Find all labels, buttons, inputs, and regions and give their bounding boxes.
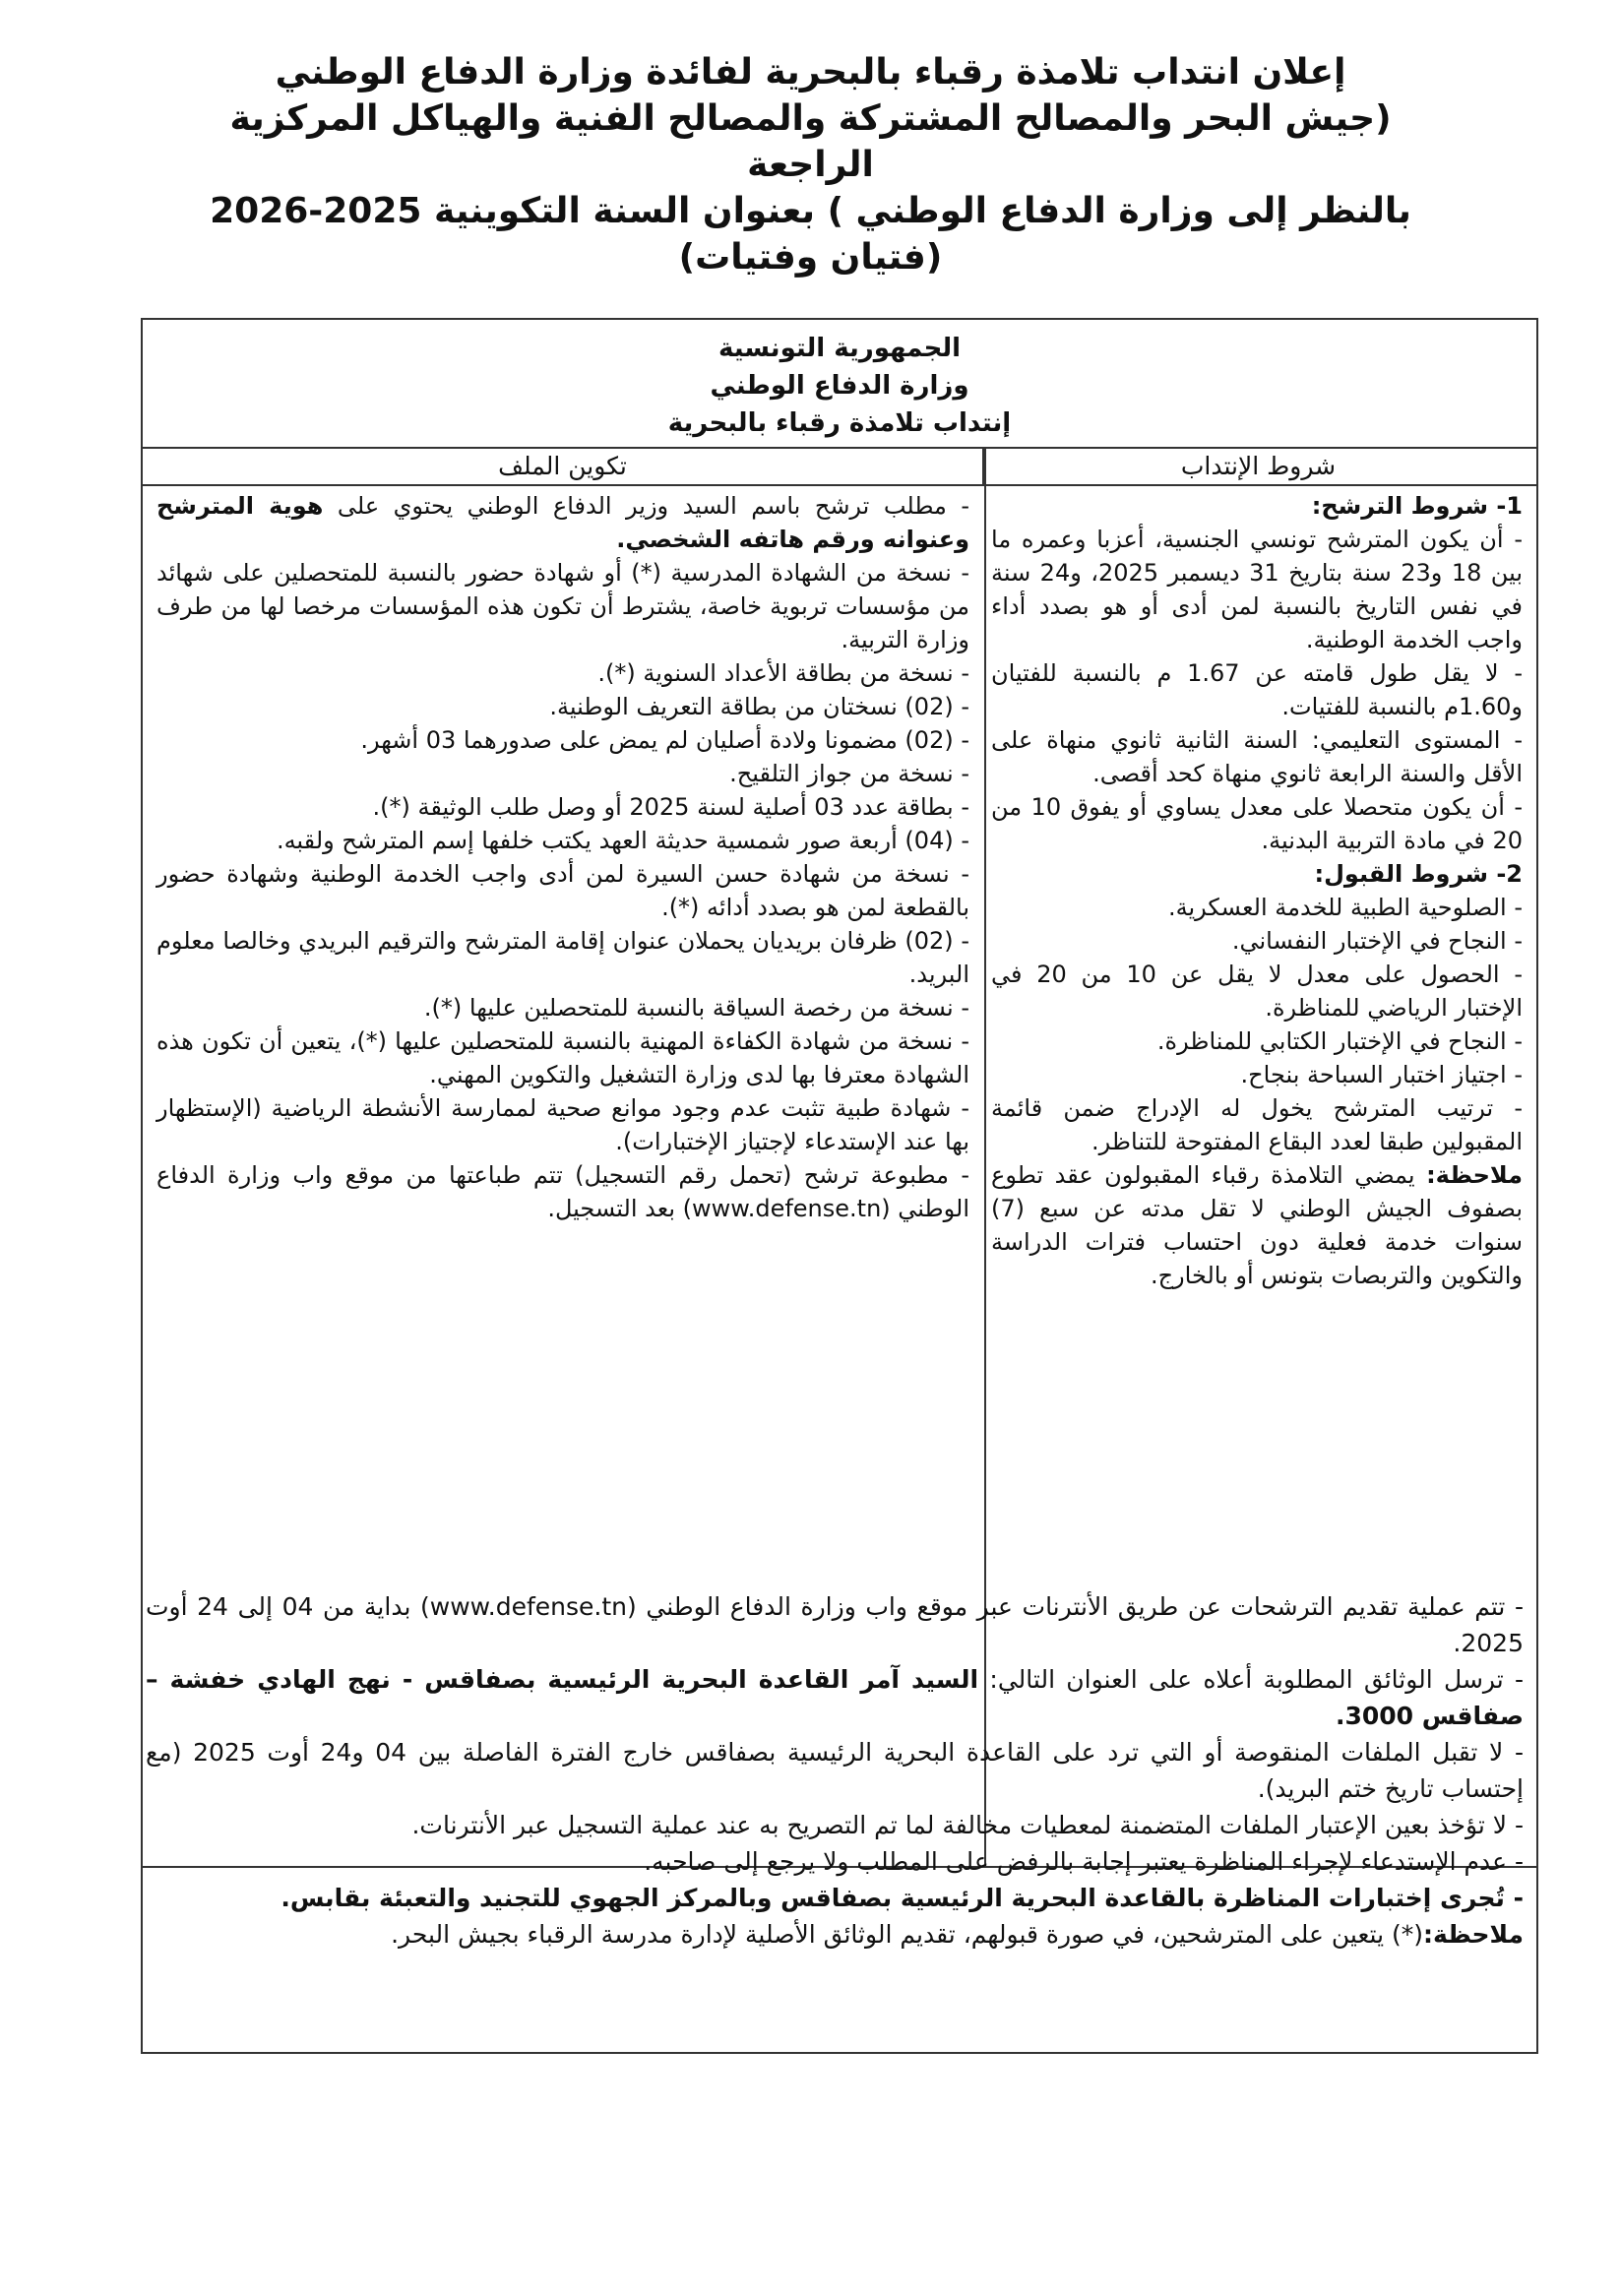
republic-label: الجمهورية التونسية xyxy=(717,334,962,363)
recruitment-label: إنتداب تلامذة رقباء بالبحرية xyxy=(667,408,1012,438)
list-item: - أن يكون المترشح تونسي الجنسية، أعزبا وعمره ما بين 18 و23 سنة بتاريخ 31 ديسمبر 2025، و24 سنة في نفس التاريخ بالنسبة لمن أدى أو هو بصدد أداء واجب الخدمة الوطنية. xyxy=(991,526,1523,653)
conditions-column-header: شروط الإنتداب xyxy=(980,447,1536,486)
list-item: - لا يقل طول قامته عن 1.67 م بالنسبة للفتيان و1.60م بالنسبة للفتيات. xyxy=(991,659,1523,720)
title-line: (جيش البحر والمصالح المشتركة والمصالح الفنية والهياكل المركزية الراجعة xyxy=(229,98,1392,185)
list-item: - نسخة من بطاقة الأعداد السنوية (*). xyxy=(597,659,969,687)
section-heading: 2- شروط القبول: xyxy=(1314,860,1523,888)
list-item: - أن يكون متحصلا على معدل يساوي أو يفوق 10 من 20 في مادة التربية البدنية. xyxy=(991,793,1524,854)
title-line: بالنظر إلى وزارة الدفاع الوطني ) بعنوان السنة التكوينية 2025-2026 xyxy=(210,191,1411,231)
paragraph: - عدم الإستدعاء لإجراء المناظرة يعتبر إجابة بالرفض على المطلب ولا يرجع إلى صاحبه. xyxy=(644,1847,1524,1876)
paragraph: - لا تؤخذ بعين الإعتبار الملفات المتضمنة لمعطيات مخالفة لما تم التصريح به عند عملية التسجيل عبر الأنترنات. xyxy=(411,1811,1524,1839)
list-item: - ترتيب المترشح يخول له الإدراج ضمن قائمة المقبولين طبقا لعدد البقاع المفتوحة للتناظر. xyxy=(991,1094,1523,1155)
item-bold-text: هوية المترشح وعنوانه ورقم هاتفه الشخصي. xyxy=(156,492,969,553)
list-item: - (02) ظرفان بريديان يحملان عنوان إقامة المترشح والترقيم البريدي وخالصا معلوم البريد. xyxy=(156,927,970,988)
list-item: - شهادة طبية تثبت عدم وجود موانع صحية لممارسة الأنشطة الرياضية (الإستظهار بها عند الإستدعاء لإجتياز الإختبارات). xyxy=(156,1094,969,1155)
list-item: - بطاقة عدد 03 أصلية لسنة 2025 أو وصل طلب الوثيقة (*). xyxy=(372,793,969,821)
item-text: - مطلب ترشح باسم السيد وزير الدفاع الوطني يحتوي على xyxy=(323,492,969,520)
list-item: - اجتياز اختبار السباحة بنجاح. xyxy=(1240,1061,1523,1088)
list-item: - (02) نسختان من بطاقة التعريف الوطنية. xyxy=(549,693,969,720)
list-item: - الصلوحية الطبية للخدمة العسكرية. xyxy=(1168,894,1523,921)
section-heading: 1- شروط الترشح: xyxy=(1311,492,1523,520)
dossier-column xyxy=(156,489,969,1225)
list-item: - نسخة من شهادة حسن السيرة لمن أدى واجب الخدمة الوطنية وشهادة حضور بالقطعة لمن هو بصدد أدائه (*). xyxy=(156,860,969,921)
list-item: - النجاح في الإختبار النفساني. xyxy=(1231,927,1523,955)
paragraph-text: - ترسل الوثائق المطلوبة أعلاه على العنوان التالي: xyxy=(978,1665,1524,1694)
note-text: يمضي التلامذة رقباء المقبولون عقد تطوع بصفوف الجيش الوطني لا تقل مدته عن سبع (7) سنوات خدمة فعلية دون احتساب فترات الدراسة والتكوين والتربصات بتونس أو بالخارج. xyxy=(991,1161,1523,1289)
ministry-label: وزارة الدفاع الوطني xyxy=(710,371,969,401)
title-line: إعلان انتداب تلامذة رقباء بالبحرية لفائدة وزارة الدفاع الوطني xyxy=(275,52,1346,93)
table-header xyxy=(143,320,1536,447)
list-item: - نسخة من شهادة الكفاءة المهنية بالنسبة للمتحصلين عليها (*)، يتعين أن تكون هذه الشهادة معترفا بها لدى وزارة التشغيل والتكوين المهني. xyxy=(156,1027,969,1088)
conditions-column xyxy=(991,489,1523,1292)
address-text: السيد آمر القاعدة البحرية الرئيسية بصفاقس - نهج الهادي خفشة – صفاقس 3000. xyxy=(146,1665,1524,1730)
list-item: - نسخة من جواز التلقيح. xyxy=(729,760,969,787)
note-label: ملاحظة: xyxy=(1423,1920,1524,1949)
list-item: - النجاح في الإختبار الكتابي للمناظرة. xyxy=(1156,1027,1523,1055)
announcement-title xyxy=(197,49,1424,280)
list-item: - الحصول على معدل لا يقل عن 10 من 20 في الإختبار الرياضي للمناظرة. xyxy=(991,961,1523,1022)
paragraph: - تُجرى إختبارات المناظرة بالقاعدة البحرية الرئيسية بصفاقس وبالمركز الجهوي للتجنيد والتعبئة بقابس. xyxy=(281,1884,1524,1912)
list-item xyxy=(156,489,969,556)
list-item: - نسخة من رخصة السياقة بالنسبة للمتحصلين عليها (*). xyxy=(423,994,969,1022)
list-item: - (04) أربعة صور شمسية حديثة العهد يكتب خلفها إسم المترشح ولقبه. xyxy=(276,827,969,854)
note-label: ملاحظة: xyxy=(1426,1161,1523,1189)
paragraph: - تتم عملية تقديم الترشحات عن طريق الأنترنات عبر موقع واب وزارة الدفاع الوطني (www.defense.tn) بداية من 04 إلى 24 أوت 2025. xyxy=(146,1592,1524,1657)
procedures-section xyxy=(146,1588,1524,1953)
list-item: - مطبوعة ترشح (تحمل رقم التسجيل) تتم طباعتها من موقع واب وزارة الدفاع الوطني (www.defense.tn) بعد التسجيل. xyxy=(156,1161,969,1222)
title-line: (فتيان وفتيات) xyxy=(678,237,943,278)
list-item: - المستوى التعليمي: السنة الثانية ثانوي منهاة على الأقل والسنة الرابعة ثانوي منهاة كحد أقصى. xyxy=(991,726,1523,787)
footnote xyxy=(146,1916,1524,1953)
note-text: (*) يتعين على المترشحين، في صورة قبولهم، تقديم الوثائق الأصلية لإدارة مدرسة الرقباء بجيش البحر. xyxy=(391,1920,1423,1949)
paragraph: - لا تقبل الملفات المنقوصة أو التي ترد على القاعدة البحرية الرئيسية بصفاقس خارج الفترة الفاصلة بين 04 و24 أوت 2025 (مع إحتساب تاريخ ختم البريد). xyxy=(146,1738,1524,1803)
note xyxy=(991,1158,1523,1292)
paragraph xyxy=(146,1661,1524,1734)
list-item: - (02) مضمونا ولادة أصليان لم يمض على صدورهما 03 أشهر. xyxy=(360,726,969,754)
list-item: - نسخة من الشهادة المدرسية (*) أو شهادة حضور بالنسبة للمتحصلين على شهائد من مؤسسات تربوية خاصة، يشترط أن تكون هذه المؤسسات مرخصا لها من طرف وزارة التربية. xyxy=(156,559,969,653)
dossier-column-header: تكوين الملف xyxy=(143,447,984,486)
